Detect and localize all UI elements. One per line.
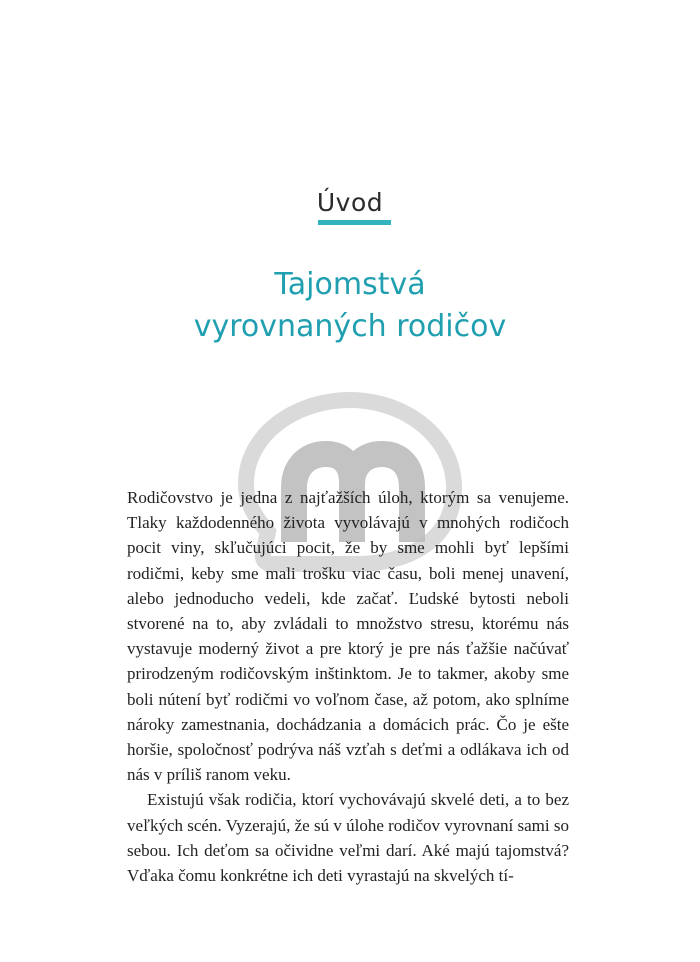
section-label: Úvod — [316, 188, 384, 217]
paragraph-2: Existujú však rodičia, ktorí vychovávajú skvelé deti, a to bez veľkých scén. Vyzerajú, že sú v úlohe rodičov vyrovnaní sami so sebou. Ich deťom sa očividne veľmi darí. Aké majú tajomstvá? Vďaka čomu konkrétne ich deti vyrastajú na skvelých tí- — [127, 790, 569, 886]
chapter-title — [0, 264, 700, 348]
chapter-title-line-2: vyrovnaných rodičov — [193, 309, 507, 344]
paragraph-1: Rodičovstvo je jedna z najťažších úloh, ktorým sa venujeme. Tlaky každodenného života vyvolávajú v mnohých rodičoch pocit viny, skľučujúci pocit, že by sme mohli byť lepšími rodičmi, keby sme mali trošku viac času, boli menej unavení, alebo jednoducho vedeli, kde začať. Ľudské bytosti neboli stvorené na to, aby zvládali to množstvo stresu, ktorému nás vystavuje moderný život a pre ktorý je pre nás ťažšie načúvať prirodzeným rodičovským inštinktom. Je to takmer, akoby sme boli nútení byť rodičmi vo voľnom čase, až potom, ako splníme nároky zamestnania, dochádzania a domácich prác. Čo je ešte horšie, spoločnosť podrýva náš vzťah s deťmi a odlákava ich od nás v príliš ranom veku. — [127, 488, 569, 785]
body-text — [127, 485, 569, 888]
section-underline — [318, 220, 391, 225]
chapter-title-line-1: Tajomstvá — [274, 267, 426, 302]
